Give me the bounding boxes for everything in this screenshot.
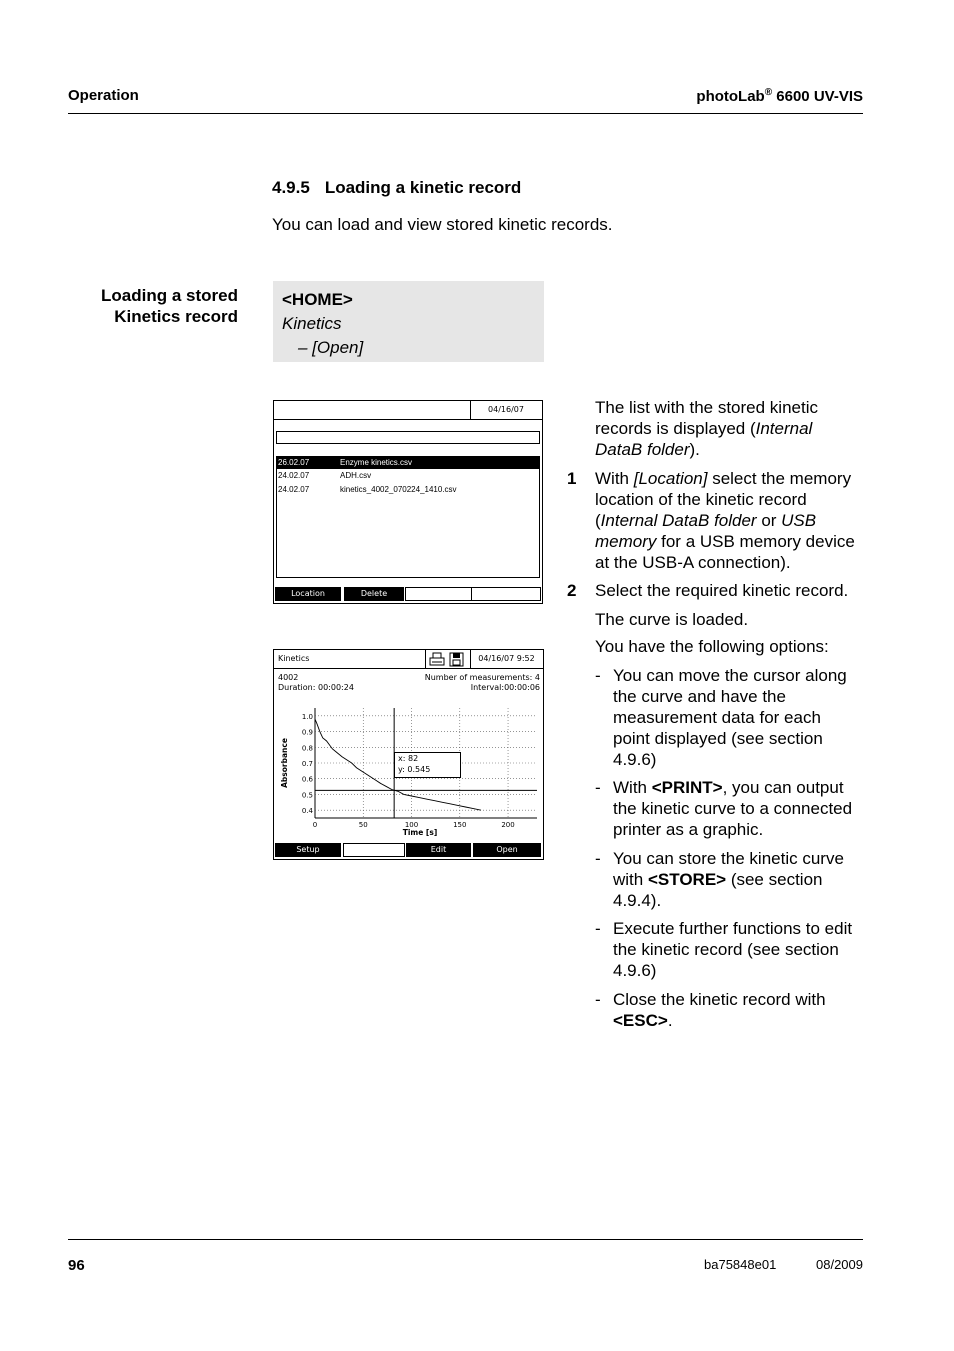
text-run: DataB folder: [595, 440, 690, 459]
text-line: 4.9.4).: [613, 891, 662, 910]
measurement-interval: Interval:00:00:06: [470, 683, 540, 692]
registered-mark: ®: [764, 87, 773, 98]
step-number-1: 1: [567, 469, 577, 488]
text-line: at the USB-A connection).: [595, 553, 791, 572]
text-line: 4.9.6): [613, 750, 657, 769]
nav-kinetics: Kinetics: [282, 314, 342, 333]
text-run: [Location]: [633, 469, 708, 488]
text-run: <PRINT>: [651, 778, 723, 797]
text-line: You can store the kinetic curve: [613, 849, 844, 868]
y-tick-label: 0.5: [301, 791, 313, 800]
setup-softkey[interactable]: Setup: [275, 843, 341, 857]
text-line: [595, 510, 863, 531]
title-bar: [274, 401, 471, 420]
empty-softkey-4[interactable]: [471, 587, 541, 601]
y-axis-label: Absorbance: [280, 738, 289, 788]
kinetics-datetime: 04/16/07 9:52: [470, 650, 543, 669]
empty-softkey-3[interactable]: [405, 587, 472, 601]
text-run: records is displayed (: [595, 419, 756, 438]
file-name: ADH.csv: [340, 471, 372, 480]
cursor-readout: [394, 752, 461, 778]
text-run: (: [595, 511, 601, 530]
list-item: [613, 848, 863, 911]
screen-date: 04/16/07: [470, 401, 542, 420]
delete-softkey[interactable]: Delete: [344, 587, 404, 601]
list-item[interactable]: [276, 456, 539, 469]
cursor-y: y: 0.545: [398, 765, 431, 774]
bullet-dash: -: [595, 778, 601, 797]
text-run: With: [595, 469, 634, 488]
text-run: .: [667, 1011, 673, 1030]
x-axis-label: Time [s]: [402, 828, 438, 836]
model-name: 6600 UV-VIS: [772, 88, 863, 105]
text-line: [595, 439, 863, 460]
record-id: 4002: [278, 673, 299, 682]
text-line: Close the kinetic record with: [613, 990, 826, 1009]
text-line: the kinetic record (see section: [613, 940, 839, 959]
record-duration: Duration: 00:00:24: [278, 683, 354, 692]
x-tick-label: 150: [453, 821, 467, 829]
text-line: the curve and have the: [613, 687, 786, 706]
text-run: Internal DataB folder: [600, 511, 757, 530]
section-intro: You can load and view stored kinetic records.: [272, 215, 613, 234]
list-item: [613, 918, 863, 981]
text-line: Execute further functions to edit: [613, 919, 853, 938]
nav-open: – [Open]: [298, 338, 364, 357]
text-line: [613, 1010, 863, 1031]
x-tick-label: 50: [358, 821, 368, 829]
text-run: or: [756, 511, 782, 530]
header-left: Operation: [68, 87, 139, 104]
file-name: kinetics_4002_070224_1410.csv: [340, 485, 457, 494]
text-run: <ESC>: [613, 1011, 668, 1030]
text-line: [613, 777, 863, 798]
header-right: [696, 87, 863, 105]
y-tick-label: 0.4: [301, 807, 313, 816]
navigation-box: [273, 281, 544, 362]
measurement-count: Number of measurements: 4: [424, 673, 540, 682]
section-title: [272, 178, 521, 198]
bullet-dash: -: [595, 919, 601, 938]
paragraph-options: You have the following options:: [595, 637, 829, 656]
text-run: <STORE>: [647, 870, 727, 889]
text-line: [613, 869, 863, 890]
y-tick-label: 0.6: [301, 775, 313, 784]
page-number: 96: [68, 1257, 85, 1274]
text-run: ).: [689, 440, 700, 459]
text-run: for a USB memory device: [656, 532, 855, 551]
footer-rule: [68, 1239, 863, 1240]
x-tick-label: 100: [404, 821, 419, 829]
list-item: [613, 777, 863, 840]
sidebar-heading: [60, 285, 238, 327]
list-item[interactable]: [276, 483, 539, 496]
section-number: 4.9.5: [272, 178, 310, 197]
header-rule: [68, 113, 863, 114]
y-tick-label: 0.9: [301, 728, 313, 737]
text-run: Internal: [755, 419, 813, 438]
text-line: 4.9.6): [613, 961, 657, 980]
text-line: [595, 531, 863, 552]
text-run: (see section: [726, 870, 823, 889]
step-number-2: 2: [567, 581, 577, 600]
paragraph-list-displayed: [595, 397, 863, 460]
text-run: memory: [595, 532, 657, 551]
text-line: You can move the cursor along: [613, 666, 847, 685]
list-item[interactable]: [276, 469, 539, 482]
document-id: ba75848e01: [704, 1257, 777, 1272]
text-line: the kinetic curve to a connected: [613, 799, 853, 818]
text-line: point displayed (see section: [613, 729, 823, 748]
location-softkey[interactable]: Location: [275, 587, 341, 601]
nav-home-key: <HOME>: [282, 290, 353, 309]
document-date: 08/2009: [816, 1257, 863, 1272]
bullet-dash: -: [595, 666, 601, 685]
sidebar-heading-line1: Loading a stored: [101, 286, 238, 305]
text-line: printer as a graphic.: [613, 820, 764, 839]
open-softkey[interactable]: Open: [473, 843, 541, 857]
step-2: Select the required kinetic record.: [595, 581, 849, 600]
text-run: With: [613, 778, 652, 797]
list-item: [613, 665, 863, 770]
text-line: location of the kinetic record: [595, 490, 807, 509]
file-name: Enzyme kinetics.csv: [340, 458, 413, 467]
printer-icon[interactable]: [426, 651, 470, 668]
bullet-dash: -: [595, 990, 601, 1009]
x-tick-label: 0: [312, 821, 318, 829]
icon-area: [425, 650, 471, 669]
text-run: with: [613, 870, 648, 889]
cursor-x: x: 82: [398, 754, 419, 763]
text-line: The list with the stored kinetic: [595, 398, 818, 417]
text-line: [595, 468, 863, 489]
file-date: 26.02.07: [278, 458, 310, 467]
empty-softkey[interactable]: [343, 843, 405, 857]
paragraph-curve-loaded: The curve is loaded.: [595, 610, 749, 629]
step-1: [595, 468, 863, 573]
file-date: 24.02.07: [278, 485, 310, 494]
text-line: measurement data for each: [613, 708, 821, 727]
x-tick-label: 200: [501, 821, 515, 829]
file-date: 24.02.07: [278, 471, 310, 480]
sidebar-heading-line2: Kinetics record: [114, 307, 238, 326]
brand-name: photoLab: [696, 88, 765, 105]
text-run: select the memory: [707, 469, 852, 488]
y-tick-label: 0.8: [301, 744, 313, 753]
y-tick-label: 1.0: [301, 712, 313, 721]
bullet-dash: -: [595, 849, 601, 868]
text-line: [595, 418, 863, 439]
file-list-screen: [273, 400, 543, 604]
kinetics-title: Kinetics: [274, 650, 426, 669]
text-run: USB: [781, 511, 817, 530]
section-title-text: Loading a kinetic record: [324, 178, 522, 197]
list-item: [613, 989, 863, 1031]
text-run: , you can output: [722, 778, 844, 797]
location-field[interactable]: [276, 431, 540, 444]
y-tick-label: 0.7: [301, 760, 313, 768]
edit-softkey[interactable]: Edit: [406, 843, 471, 857]
